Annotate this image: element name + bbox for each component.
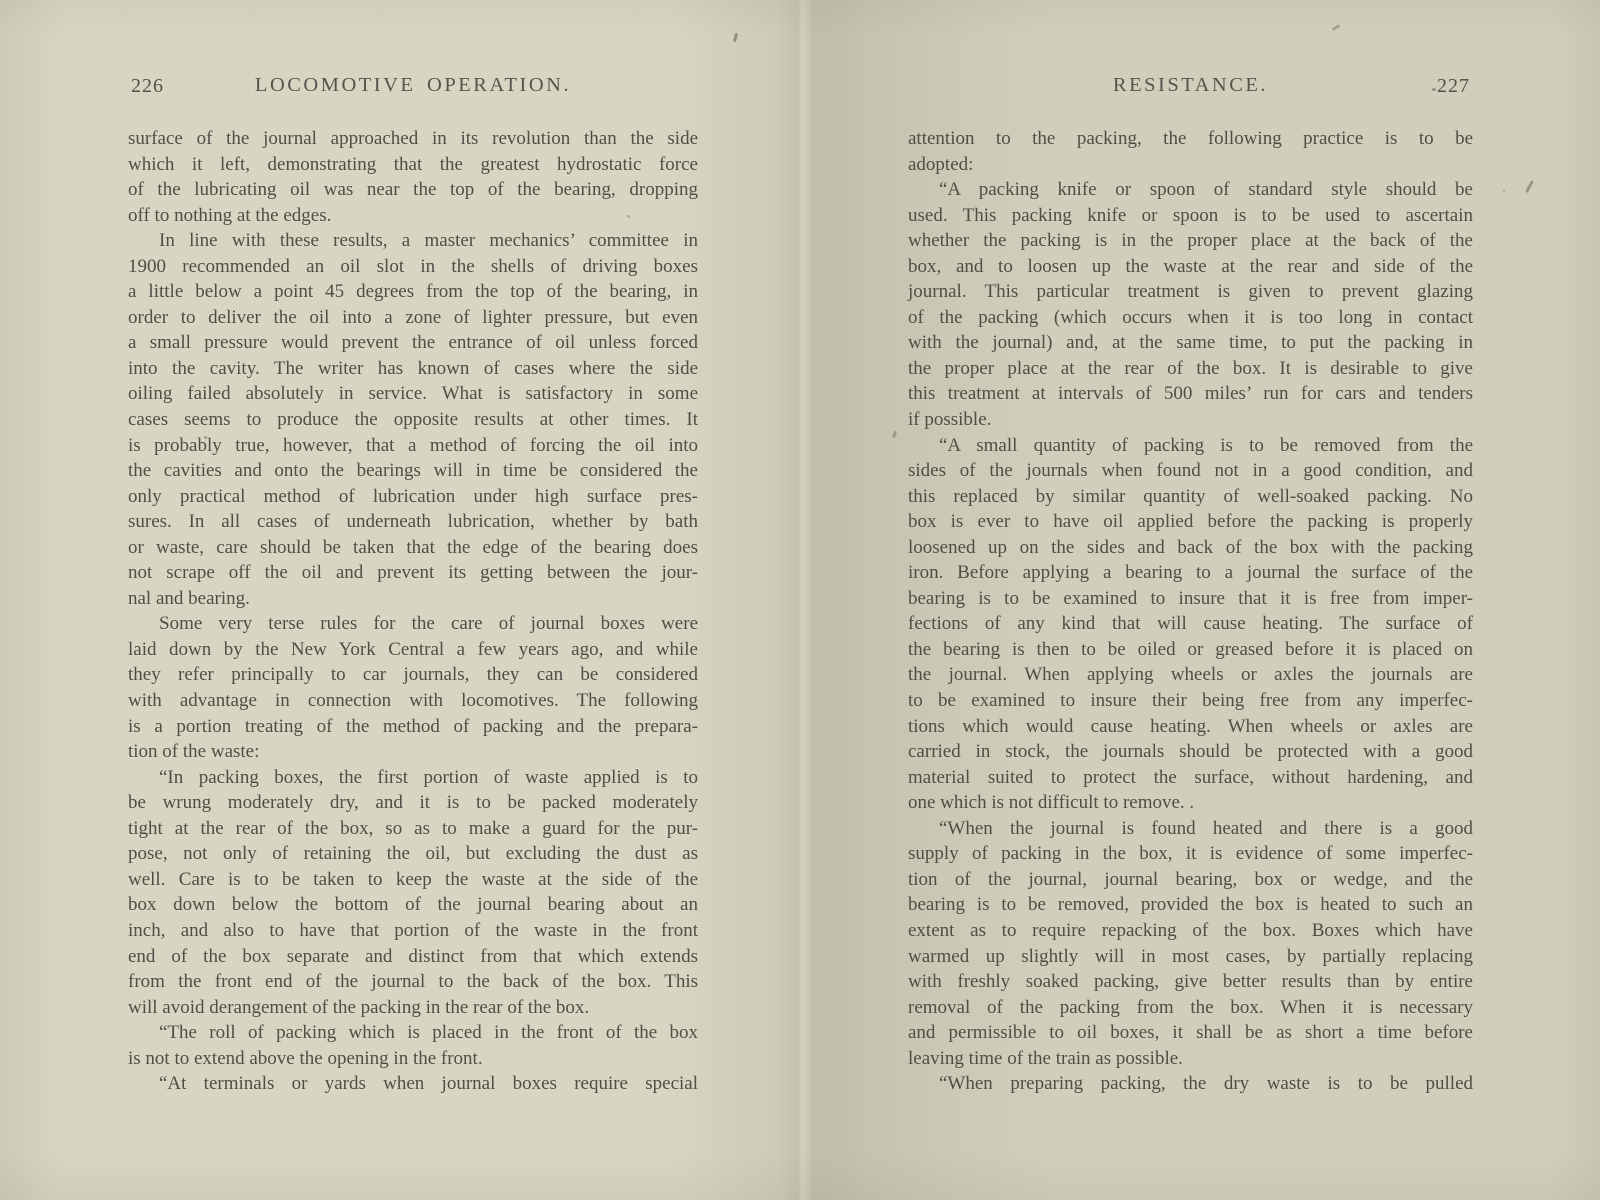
text-line: supply of packing in the box, it is evidence of some imperfec- [908,843,1473,865]
right-page-number: 227 [1437,75,1470,97]
paragraph [128,126,698,228]
text-line: loosened up on the sides and back of the box with the packing [908,536,1473,558]
paragraph [908,177,1473,432]
text-line: extent as to require repacking of the box. Boxes which have [908,919,1473,941]
text-line: “When preparing packing, the dry waste is to be pulled [939,1073,1473,1095]
text-line: well. Care is to be taken to keep the waste at the side of the [128,868,698,890]
text-line: is probably true, however, that a method of forcing the oil into [128,434,698,456]
text-line: cases seems to produce the opposite results at other times. It [128,409,698,431]
text-line: “In packing boxes, the first portion of waste applied is to [159,766,698,788]
text-line: “A small quantity of packing is to be removed from the [939,434,1473,456]
paragraph [908,433,1473,816]
text-line: inch, and also to have that portion of the waste in the front [128,919,698,941]
text-line: material suited to protect the surface, without hardening, and [908,766,1473,788]
text-line: box, and to loosen up the waste at the rear and side of the [908,255,1473,277]
text-line: to be examined to insure their being free from any imperfec- [908,690,1473,712]
text-line: attention to the packing, the following practice is to be [908,128,1473,149]
text-line: which it left, demonstrating that the greatest hydrostatic force [128,153,698,175]
text-line: whether the packing is in the proper place at the back of the [908,230,1473,252]
text-line: bearing is to be examined to insure that it is free from imper- [908,587,1473,609]
text-line: order to deliver the oil into a zone of lighter pressure, but even [128,306,698,328]
scan-speck [627,215,630,218]
text-line: oiling failed absolutely in service. What is satisfactory in some [128,383,698,405]
paragraph [128,1020,698,1071]
text-line: bearing is to be removed, provided the box is heated to such an [908,894,1473,916]
text-line: they refer principally to car journals, they can be considered [128,664,698,686]
paragraph [128,611,698,764]
scan-speck [1432,88,1436,91]
text-line: sures. In all cases of underneath lubrication, whether by bath [128,511,698,533]
text-line: tion of the waste: [128,741,260,763]
paragraph [128,765,698,1020]
text-line: 1900 recommended an oil slot in the shells of driving boxes [128,255,698,277]
scan-speck [1503,190,1505,192]
text-line: laid down by the New York Central a few years ago, and while [128,638,698,660]
text-line: warmed up slightly will in most cases, by partially replacing [908,945,1473,967]
paragraph [908,816,1473,1071]
text-line: carried in stock, the journals should be protected with a good [908,741,1473,763]
text-line: this treatment at intervals of 500 miles’ run for cars and tenders [908,383,1473,405]
text-line: with freshly soaked packing, give better results than by entire [908,971,1473,993]
text-line: from the front end of the journal to the back of the box. This [128,971,698,993]
text-line: a little below a point 45 degrees from the top of the bearing, in [128,281,698,303]
text-line: a small pressure would prevent the entrance of oil unless forced [128,332,698,354]
text-line: not scrape off the oil and prevent its getting between the jour- [128,562,698,584]
text-line: with advantage in connection with locomotives. The following [128,690,698,712]
text-line: or waste, care should be taken that the edge of the bearing does [128,536,698,558]
left-page-body [128,126,698,1097]
text-line: “A packing knife or spoon of standard style should be [939,179,1473,201]
text-line: tions which would cause heating. When wheels or axles are [908,715,1473,737]
text-line: removal of the packing from the box. When it is necessary [908,996,1473,1018]
text-line: tion of the journal, journal bearing, box or wedge, and the [908,868,1473,890]
scan-speck [204,436,207,439]
scan-speck [1525,180,1533,193]
scan-speck [892,431,897,439]
text-line: of the packing (which occurs when it is too long in contact [908,306,1473,328]
scan-speck [1332,24,1340,31]
text-line: if possible. [908,409,992,431]
text-line: journal. This particular treatment is given to prevent glazing [908,281,1473,303]
text-line: tight at the rear of the box, so as to make a guard for the pur- [128,817,698,839]
text-line: box is ever to have oil applied before the packing is properly [908,511,1473,533]
text-line: into the cavity. The writer has known of cases where the side [128,357,698,379]
left-page-number: 226 [131,75,164,97]
text-line: will avoid derangement of the packing in the rear of the box. [128,996,590,1018]
text-line: leaving time of the train as possible. [908,1047,1183,1069]
text-line: end of the box separate and distinct from that which extends [128,945,698,967]
text-line: this replaced by similar quantity of well-soaked packing. No [908,485,1473,507]
text-line: nal and bearing. [128,587,250,609]
right-page-body [908,126,1473,1097]
text-line: surface of the journal approached in its revolution than the side [128,128,698,149]
text-line: iron. Before applying a bearing to a journal the surface of the [908,562,1473,584]
text-line: adopted: [908,153,974,175]
text-line: “At terminals or yards when journal boxes require special [159,1073,698,1095]
text-line: is a portion treating of the method of packing and the prepara- [128,715,698,737]
right-page-title: RESISTANCE. [1112,74,1269,96]
text-line: the bearing is then to be oiled or greased before it is placed on [908,638,1473,660]
text-line: sides of the journals when found not in a good condition, and [908,460,1473,482]
text-line: one which is not difficult to remove. . [908,792,1195,814]
text-line: off to nothing at the edges. [128,204,332,226]
text-line: “The roll of packing which is placed in the front of the box [159,1022,698,1044]
text-line: box down below the bottom of the journal bearing about an [128,894,698,916]
text-line: be wrung moderately dry, and it is to be packed moderately [128,792,698,814]
left-page-title: LOCOMOTIVE OPERATION. [254,74,572,96]
scan-speck [733,33,738,42]
text-line: pose, not only of retaining the oil, but excluding the dust as [128,843,698,865]
text-line: the proper place at the rear of the box. It is desirable to give [908,357,1473,379]
text-line: Some very terse rules for the care of journal boxes were [159,613,698,635]
text-line: used. This packing knife or spoon is to be used to ascertain [908,204,1473,226]
text-line: is not to extend above the opening in the front. [128,1047,483,1069]
text-line: “When the journal is found heated and there is a good [939,817,1473,839]
text-line: only practical method of lubrication under high surface pres- [128,485,698,507]
text-line: In line with these results, a master mechanics’ committee in [159,230,698,252]
paragraph [128,1071,698,1097]
text-line: the cavities and onto the bearings will in time be considered the [128,460,698,482]
text-line: fections of any kind that will cause heating. The surface of [908,613,1473,635]
text-line: of the lubricating oil was near the top of the bearing, dropping [128,179,698,201]
paragraph [128,228,698,611]
text-line: and permissible to oil boxes, it shall be as short a time before [908,1022,1473,1044]
paragraph [908,126,1473,177]
text-line: the journal. When applying wheels or axles the journals are [908,664,1473,686]
paragraph [908,1071,1473,1097]
text-line: with the journal) and, at the same time, to put the packing in [908,332,1473,354]
